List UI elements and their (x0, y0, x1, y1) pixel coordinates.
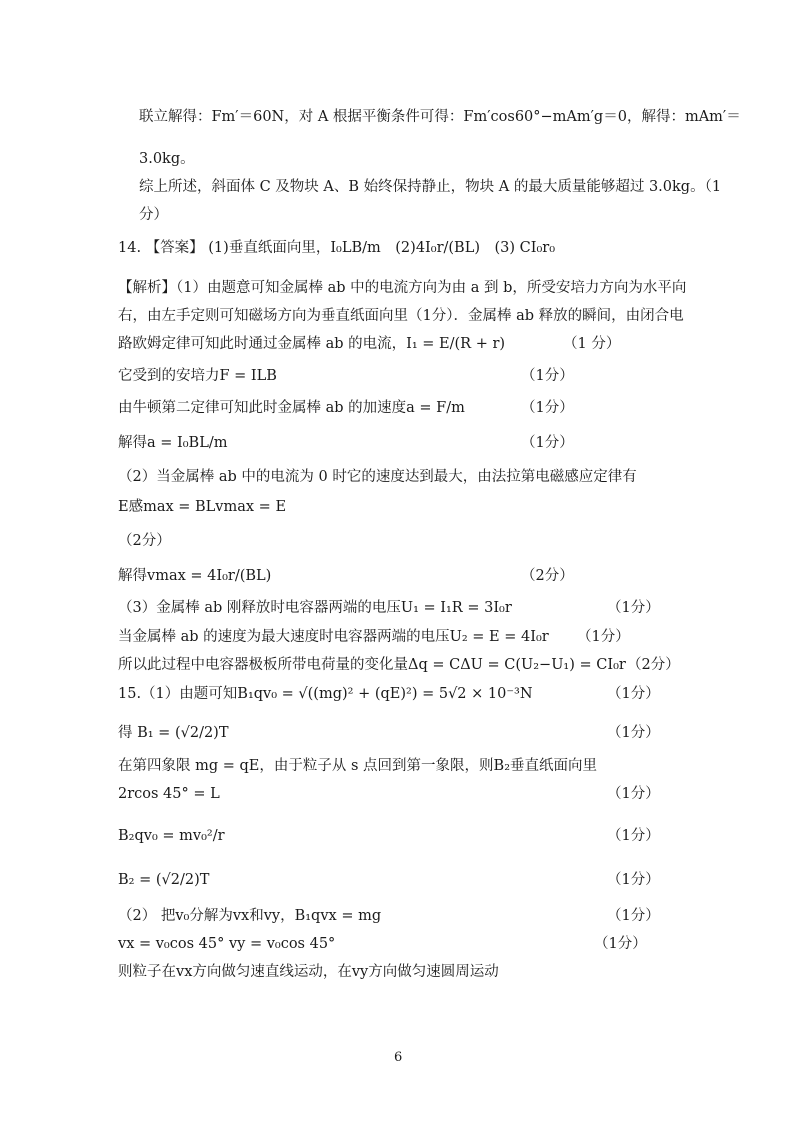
text-line: （2分） (118, 533, 171, 549)
text-line: （3）金属棒 ab 刚释放时电容器两端的电压U₁ = I₁R = 3I₀r (118, 600, 512, 616)
score-mark: （1分） (607, 908, 660, 924)
text-line: 联立解得：Fm′＝60N，对 A 根据平衡条件可得：Fm′cos60°−mAm′g＝0，解得：mAm′＝ (139, 109, 741, 125)
text-line: （2）当金属棒 ab 中的电流为 0 时它的速度达到最大，由法拉第电磁感应定律有 (118, 469, 637, 485)
text-line: （2） 把v₀分解为vx和vy，B₁qvx = mg (118, 908, 382, 924)
text-line: B₂qv₀ = mv₀²/r (118, 828, 225, 844)
text-line: 得 B₁ = (√2/2)T (118, 725, 229, 741)
text-line: 它受到的安培力F = ILB (118, 368, 277, 384)
text-line: B₂ = (√2/2)T (118, 872, 210, 888)
text-line: 则粒子在vx方向做匀速直线运动，在vy方向做匀速圆周运动 (118, 964, 499, 980)
text-line: 路欧姆定律可知此时通过金属棒 ab 的电流，I₁ = E/(R + r) (118, 336, 506, 352)
text-line: vx = v₀cos 45° vy = v₀cos 45° (118, 936, 336, 952)
score-mark: （1分） (577, 629, 630, 645)
score-mark: （1分） (521, 400, 574, 416)
score-mark: （1分） (607, 725, 660, 741)
text-line: 3.0kg。 (139, 151, 195, 167)
text-line: 【解析】（1）由题意可知金属棒 ab 中的电流方向为由 a 到 b，所受安培力方向为水平向 (118, 280, 687, 296)
text-line: 当金属棒 ab 的速度为最大速度时电容器两端的电压U₂ = E = 4I₀r (118, 629, 549, 645)
score-mark: （1分） (521, 435, 574, 451)
score-mark: （2分） (521, 568, 574, 584)
text-line: 2rcos 45° = L (118, 786, 220, 802)
score-mark: （1分） (607, 872, 660, 888)
score-mark: （1分） (521, 368, 574, 384)
text-line: 右，由左手定则可知磁场方向为垂直纸面向里（1分）．金属棒 ab 释放的瞬间，由闭合电 (118, 308, 684, 324)
text-line: E感max = BLvmax = E (118, 499, 287, 515)
text-line: 解得vmax = 4I₀r/(BL) (118, 568, 272, 584)
text-line: 综上所述，斜面体 C 及物块 A、B 始终保持静止，物块 A 的最大质量能够超过 3.0kg。（1 (139, 179, 722, 195)
score-mark: （2分） (627, 657, 680, 673)
score-mark: （1分） (607, 786, 660, 802)
score-mark: （1分） (607, 828, 660, 844)
text-line: 分） (139, 207, 168, 223)
score-mark: （1分） (607, 600, 660, 616)
text-line: 所以此过程中电容器极板所带电荷量的变化量Δq = CΔU = C(U₂−U₁) = CI₀r (118, 657, 626, 673)
score-mark: （1 分） (563, 336, 621, 352)
page-number: 6 (394, 1050, 403, 1065)
answer-header: 14. 【答案】 (1)垂直纸面向里，I₀LB/m (2)4I₀r/(BL) (3) CI₀r₀ (118, 240, 556, 256)
text-line: 在第四象限 mg = qE，由于粒子从 s 点回到第一象限，则B₂垂直纸面向里 (118, 758, 598, 774)
text-line: 15.（1）由题可知B₁qv₀ = √((mg)² + (qE)²) = 5√2 × 10⁻³N (118, 686, 533, 702)
text-line: 由牛顿第二定律可知此时金属棒 ab 的加速度a = F/m (118, 400, 465, 416)
score-mark: （1分） (607, 686, 660, 702)
text-line: 解得a = I₀BL/m (118, 435, 228, 451)
score-mark: （1分） (594, 936, 647, 952)
